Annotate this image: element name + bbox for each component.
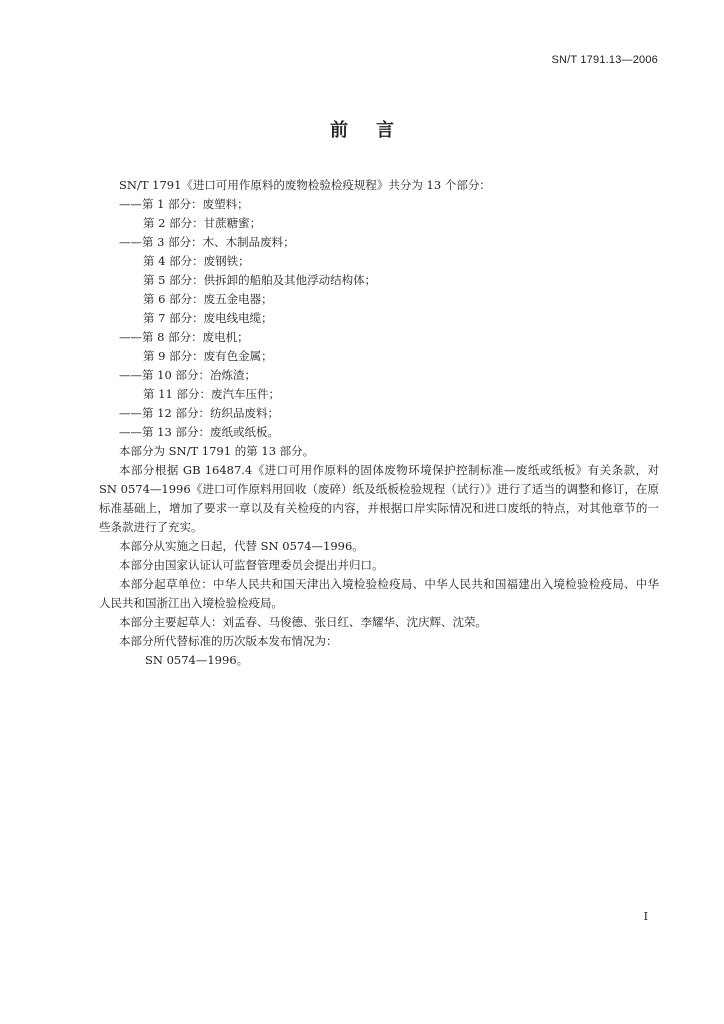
paragraph-history: 本部分所代替标准的历次版本发布情况为： (119, 634, 338, 648)
page-title: 前言 (330, 120, 422, 141)
intro-line: SN/T 1791《进口可用作原料的废物检验检疫规程》共分为 13 个部分： (119, 178, 491, 192)
part-item: ——第 8 部分：废电机； (119, 330, 249, 344)
part-item: 第 4 部分：废钢铁； (143, 254, 250, 268)
part-item: 第 5 部分：供拆卸的船舶及其他浮动结构体； (143, 273, 377, 287)
paragraph-proposed-by: 本部分由国家认证认可监督管理委员会提出并归口。 (119, 558, 384, 572)
part-item: ——第 1 部分：废塑料； (119, 197, 249, 211)
part-item: ——第 12 部分：纺织品废料； (119, 406, 279, 420)
page-number: I (643, 910, 648, 923)
part-item: 第 2 部分：甘蔗糖蜜； (143, 216, 262, 230)
paragraph-scope: 本部分为 SN/T 1791 的第 13 部分。 (119, 444, 315, 458)
paragraph-drafting-units: 本部分起草单位：中华人民共和国天津出入境检验检疫局、中华人民共和国福建出入境检验检疫局、中华人民共和国浙江出入境检验检疫局。 (99, 577, 659, 610)
part-item: 第 9 部分：废有色金属； (143, 349, 273, 363)
paragraph-drafters: 本部分主要起草人：刘孟春、马俊德、张日红、李耀华、沈庆辉、沈荣。 (119, 615, 487, 629)
foreword-body (99, 176, 659, 670)
paragraph-replaces: 本部分从实施之日起，代替 SN 0574—1996。 (119, 539, 364, 553)
standard-code: SN/T 1791.13—2006 (551, 54, 658, 66)
history-entry: SN 0574—1996。 (145, 653, 249, 667)
part-item: ——第 13 部分：废纸或纸板。 (119, 425, 279, 439)
part-item: 第 6 部分：废五金电器； (143, 292, 273, 306)
part-item: ——第 3 部分：木、木制品废料； (119, 235, 295, 249)
part-item: 第 7 部分：废电线电缆； (143, 311, 273, 325)
parts-list (119, 195, 659, 442)
paragraph-basis: 本部分根据 GB 16487.4《进口可用作原料的固体废物环境保护控制标准—废纸或纸板》有关条款，对 SN 0574—1996《进口可作原料用回收（废碎）纸及纸板检验规程（试行）》进行了适当的调整和修订，在原标准基础上，增加了要求一章以及有关检疫的内容，并根据口岸实际情况和进口废纸的特点，对其他章节的一些条款进行了充实。 (99, 463, 659, 534)
part-item: 第 11 部分：废汽车压件； (143, 387, 280, 401)
part-item: ——第 10 部分：冶炼渣； (119, 368, 256, 382)
